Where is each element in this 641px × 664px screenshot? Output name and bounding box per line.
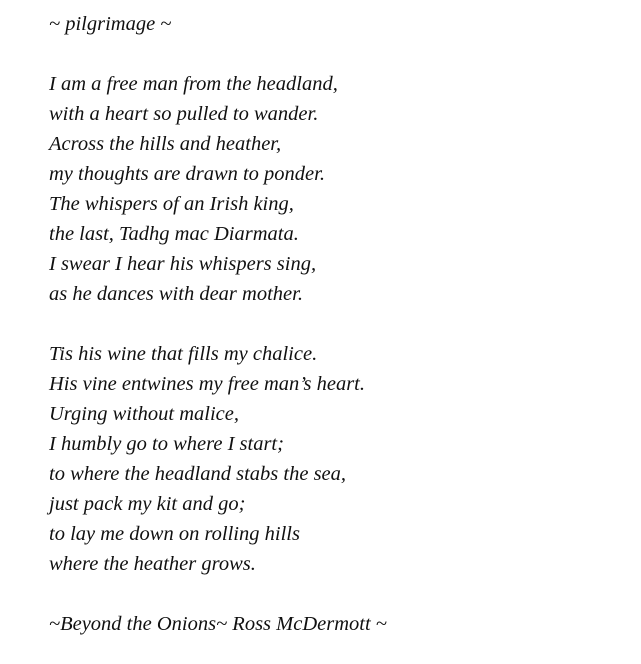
poem-line: The whispers of an Irish king,	[49, 193, 294, 215]
poem-signature: ~Beyond the Onions~ Ross McDermott ~	[49, 613, 387, 635]
poem	[49, 9, 629, 639]
poem-line: with a heart so pulled to wander.	[49, 103, 319, 125]
stanza-2	[49, 339, 629, 579]
poem-line: to where the headland stabs the sea,	[49, 463, 347, 485]
poem-line: I humbly go to where I start;	[49, 433, 284, 455]
poem-line: where the heather grows.	[49, 553, 256, 575]
poem-line: just pack my kit and go;	[49, 493, 246, 515]
poem-line: as he dances with dear mother.	[49, 283, 303, 305]
poem-title: ~ pilgrimage ~	[49, 13, 172, 35]
poem-line: my thoughts are drawn to ponder.	[49, 163, 325, 185]
stanza-1	[49, 69, 629, 309]
poem-line: I swear I hear his whispers sing,	[49, 253, 317, 275]
poem-line: His vine entwines my free man’s heart.	[49, 373, 365, 395]
poem-line: Tis his wine that fills my chalice.	[49, 343, 318, 365]
poem-line: the last, Tadhg mac Diarmata.	[49, 223, 299, 245]
stanza-gap	[49, 39, 629, 69]
poem-line: I am a free man from the headland,	[49, 73, 338, 95]
poem-line: to lay me down on rolling hills	[49, 523, 300, 545]
stanza-gap	[49, 579, 629, 609]
poem-line: Across the hills and heather,	[49, 133, 282, 155]
poem-line: Urging without malice,	[49, 403, 239, 425]
stanza-gap	[49, 309, 629, 339]
